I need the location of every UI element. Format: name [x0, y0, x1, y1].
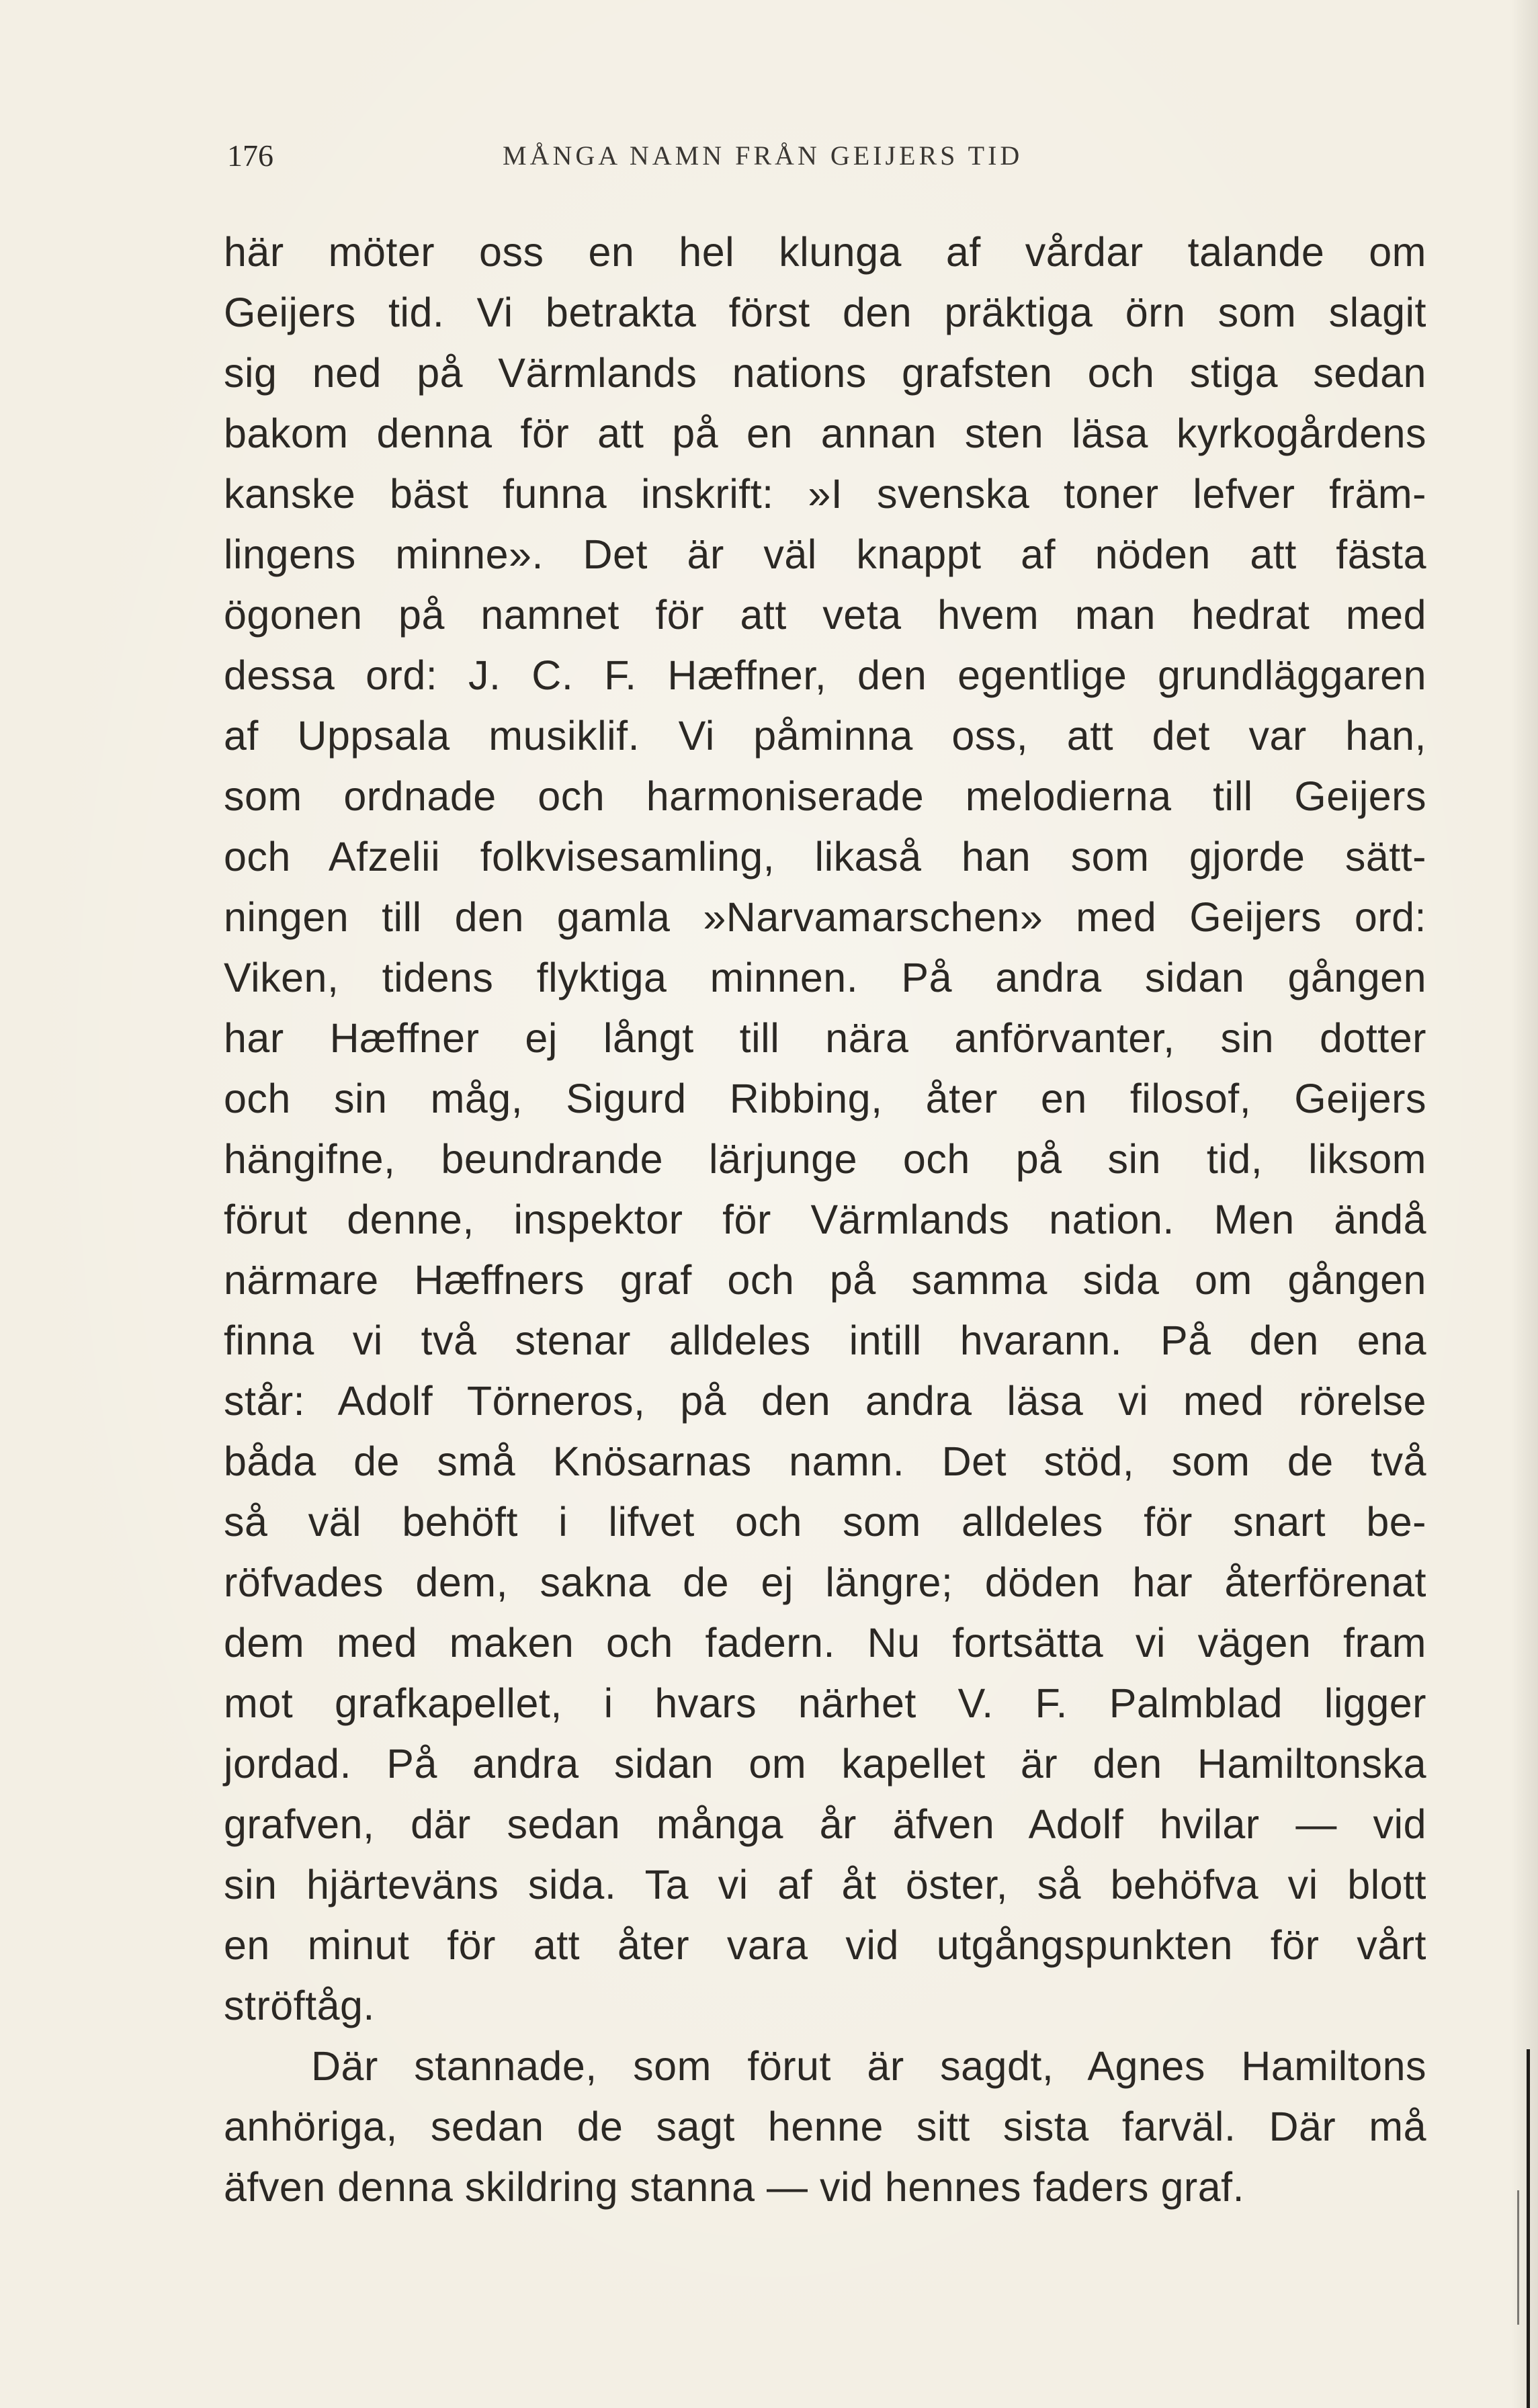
text-line: närmare Hæffners graf och på samma sida om gången [224, 1257, 1426, 1303]
text-line: finna vi två stenar alldeles intill hvarann. På den ena [224, 1318, 1426, 1363]
paragraph [224, 222, 1426, 2036]
text-line: har Hæffner ej långt till nära anförvanter, sin dotter [224, 1015, 1426, 1061]
text-line: sig ned på Värmlands nations grafsten och stiga sedan [224, 350, 1426, 396]
text-line: dem med maken och fadern. Nu fortsätta vi vägen fram [224, 1620, 1426, 1666]
text-line: sin hjärteväns sida. Ta vi af åt öster, så behöfva vi blott [224, 1862, 1426, 1907]
text-line: förut denne, inspektor för Värmlands nation. Men ändå [224, 1197, 1426, 1242]
text-line: hängifne, beundrande lärjunge och på sin tid, liksom [224, 1136, 1426, 1182]
text-line: jordad. På andra sidan om kapellet är den Hamiltonska [224, 1741, 1426, 1787]
text-line: här möter oss en hel klunga af vårdar talande om [224, 229, 1426, 275]
text-line: af Uppsala musiklif. Vi påminna oss, att det var han, [224, 713, 1426, 759]
text-line: ögonen på namnet för att veta hvem man hedrat med [224, 592, 1426, 638]
text-line: ningen till den gamla »Narvamarschen» med Geijers ord: [224, 894, 1426, 940]
text-line: och sin måg, Sigurd Ribbing, åter en filosof, Geijers [224, 1076, 1426, 1121]
text-line: Geijers tid. Vi betrakta först den präktiga örn som slagit [224, 290, 1426, 335]
text-line: båda de små Knösarnas namn. Det stöd, som de två [224, 1438, 1426, 1484]
body-text [224, 222, 1426, 2217]
text-line: kanske bäst funna inskrift: »I svenska toner lefver främ- [224, 471, 1426, 517]
text-line: mot grafkapellet, i hvars närhet V. F. Palmblad ligger [224, 1680, 1426, 1726]
text-line: en minut för att åter vara vid utgångspunkten för vårt [224, 1922, 1426, 1968]
text-line: bakom denna för att på en annan sten läsa kyrkogårdens [224, 411, 1426, 456]
page-number: 176 [227, 138, 273, 173]
text-line: grafven, där sedan många år äfven Adolf hvilar — vid [224, 1801, 1426, 1847]
page-edge-mark [1527, 2049, 1530, 2408]
text-line: lingens minne». Det är väl knappt af nöden att fästa [224, 531, 1426, 577]
text-line: anhöriga, sedan de sagt henne sitt sista farväl. Där må [224, 2104, 1426, 2149]
running-title: MÅNGA NAMN FRÅN GEIJERS TID [503, 140, 1023, 171]
text-line: Viken, tidens flyktiga minnen. På andra sidan gången [224, 955, 1426, 1000]
text-line: står: Adolf Törneros, på den andra läsa vi med rörelse [224, 1378, 1426, 1424]
text-line: som ordnade och harmoniserade melodierna till Geijers [224, 773, 1426, 819]
text-line: dessa ord: J. C. F. Hæffner, den egentlige grundläggaren [224, 652, 1426, 698]
page-edge-shadow [1511, 0, 1538, 2408]
text-line: röfvades dem, sakna de ej längre; döden har återförenat [224, 1559, 1426, 1605]
paragraph [224, 2036, 1426, 2217]
text-line: och Afzelii folkvisesamling, likaså han som gjorde sätt- [224, 834, 1426, 879]
text-line: Där stannade, som förut är sagdt, Agnes Hamiltons [311, 2043, 1426, 2089]
running-head [227, 134, 1156, 177]
text-line: äfven denna skildring stanna — vid hennes faders graf. [224, 2164, 1245, 2210]
page-edge-mark-secondary [1517, 2190, 1519, 2325]
text-line: ströftåg. [224, 1983, 375, 2028]
text-line: så väl behöft i lifvet och som alldeles för snart be- [224, 1499, 1426, 1545]
